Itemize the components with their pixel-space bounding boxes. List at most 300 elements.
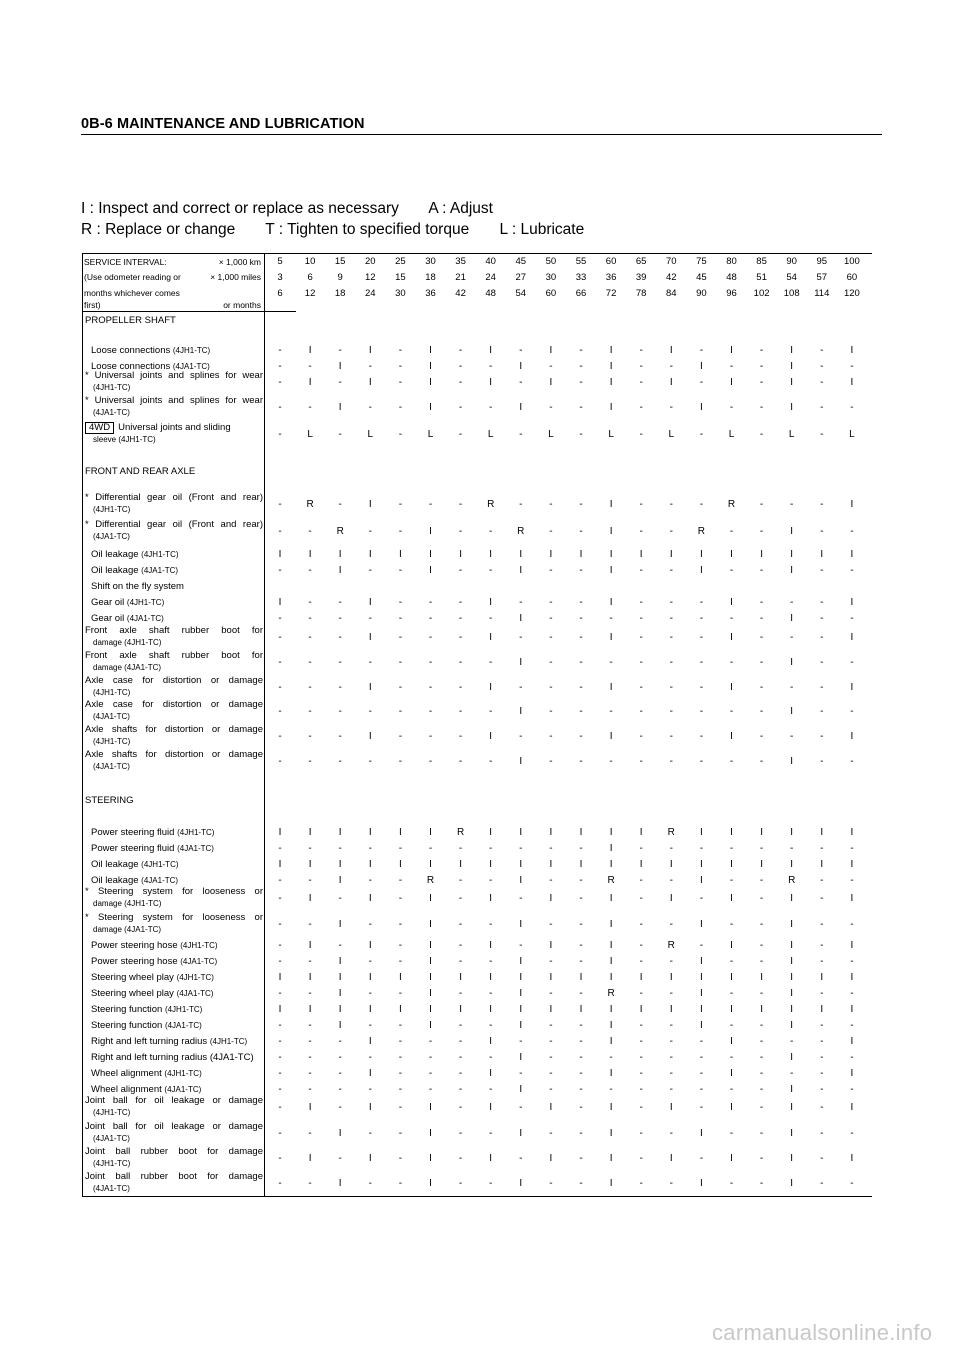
table-cell: I (489, 940, 493, 951)
odometer-label: (Use odometer reading or (84, 272, 181, 282)
table-cell: - (489, 1178, 493, 1189)
item-label (85, 988, 263, 1000)
table-cell: - (639, 731, 643, 742)
table-cell: - (579, 526, 583, 537)
table-cell: I (790, 956, 794, 967)
table-cell: - (519, 940, 523, 951)
table-cell: - (308, 875, 312, 886)
table-cell: - (639, 1084, 643, 1095)
table-row-values (265, 402, 872, 414)
table-cell: I (609, 632, 613, 643)
item-label (85, 345, 263, 357)
section-title: STEERING (85, 795, 134, 806)
table-cell: - (790, 597, 794, 608)
table-cell: I (820, 1004, 824, 1015)
table-cell: - (549, 1052, 553, 1063)
table-cell: I (850, 1153, 854, 1164)
table-cell: - (458, 565, 463, 576)
table-cell: - (759, 1036, 764, 1047)
item-label (85, 597, 263, 609)
item-label-sub: (4JA1-TC) (93, 1183, 130, 1193)
table-cell: - (308, 919, 312, 930)
table-cell: I (429, 1128, 432, 1139)
table-cell: - (308, 632, 312, 643)
item-label-main: Joint ball for oil leakage or damage (85, 1121, 263, 1132)
table-cell: - (549, 499, 553, 510)
table-cell: I (609, 731, 613, 742)
table-cell: - (759, 919, 764, 930)
header-cell-km: 65 (635, 256, 647, 267)
table-cell: I (519, 565, 523, 576)
table-cell: - (278, 731, 282, 742)
table-cell: - (489, 1128, 493, 1139)
table-cell: - (820, 1102, 824, 1113)
table-cell: I (609, 361, 613, 372)
table-cell: I (609, 499, 613, 510)
table-cell: I (519, 1020, 523, 1031)
table-cell: - (278, 361, 282, 372)
legend-line-1 (81, 198, 610, 219)
table-cell: I (278, 859, 282, 870)
table-cell: - (609, 613, 613, 624)
table-cell: I (429, 919, 432, 930)
table-cell: - (759, 345, 764, 356)
table-cell: - (338, 657, 342, 668)
table-cell: - (458, 893, 463, 904)
table-cell: - (278, 875, 282, 886)
item-label-text: Wheel alignment (91, 1068, 162, 1079)
table-cell: - (519, 429, 523, 440)
table-cell: - (579, 657, 583, 668)
table-cell: I (368, 345, 372, 356)
table-cell: - (639, 632, 643, 643)
table-cell: - (368, 361, 372, 372)
table-row-values (265, 597, 872, 609)
table-cell: I (790, 919, 794, 930)
table-cell: - (699, 613, 704, 624)
table-cell: I (790, 859, 794, 870)
item-label-main: * Universal joints and splines for wear (85, 370, 263, 381)
table-cell: I (549, 940, 553, 951)
item-label-sub: damage (4JA1-TC) (93, 662, 162, 672)
table-cell: I (489, 1153, 493, 1164)
table-cell: - (308, 657, 312, 668)
table-cell: - (669, 657, 673, 668)
table-cell: - (820, 526, 824, 537)
table-cell: I (338, 972, 342, 983)
table-cell: I (730, 972, 733, 983)
table-cell: - (549, 565, 553, 576)
table-cell: I (368, 597, 372, 608)
table-row-values (265, 682, 872, 694)
table-cell: I (639, 859, 643, 870)
table-cell: - (639, 1153, 643, 1164)
table-cell: I (850, 682, 854, 693)
table-cell: - (549, 526, 553, 537)
watermark: carmanualsonline.info (712, 1320, 933, 1345)
table-cell: - (729, 526, 734, 537)
table-row-values (265, 827, 872, 839)
item-label-sub: sleeve (4JH1-TC) (93, 435, 156, 444)
table-cell: I (700, 859, 703, 870)
table-cell: I (669, 1004, 673, 1015)
header-cell-months: 114 (814, 288, 830, 299)
table-cell: I (609, 597, 613, 608)
table-cell: - (489, 988, 493, 999)
table-cell: I (609, 402, 613, 413)
item-label (85, 1052, 263, 1064)
table-row-values (265, 526, 872, 538)
table-cell: - (609, 706, 613, 717)
table-cell: I (790, 345, 794, 356)
table-cell: - (519, 597, 523, 608)
table-cell: - (699, 940, 704, 951)
table-cell: - (428, 682, 433, 693)
table-cell: - (278, 988, 282, 999)
table-cell: - (759, 706, 764, 717)
table-cell: R (607, 875, 615, 886)
table-cell: - (489, 361, 493, 372)
table-cell: L (788, 429, 795, 440)
header-cell-miles: 24 (485, 272, 496, 283)
table-cell: I (489, 377, 493, 388)
table-cell: - (729, 657, 734, 668)
table-cell: I (308, 1153, 312, 1164)
table-cell: - (729, 613, 734, 624)
table-cell: - (458, 1020, 463, 1031)
table-cell: - (489, 706, 493, 717)
table-cell: - (458, 1102, 463, 1113)
table-cell: - (820, 956, 824, 967)
table-row-values (265, 565, 872, 577)
table-cell: I (820, 859, 824, 870)
table-cell: - (398, 988, 403, 999)
legend-line-2 (81, 219, 610, 240)
header-rule (81, 134, 882, 135)
header-cell-miles: 6 (307, 272, 313, 283)
table-cell: - (759, 1153, 764, 1164)
maintenance-schedule-table (82, 253, 872, 1197)
table-cell: I (459, 1004, 462, 1015)
table-cell: I (850, 893, 854, 904)
table-cell: - (549, 956, 553, 967)
table-cell: I (669, 1102, 673, 1113)
table-cell: I (609, 972, 613, 983)
table-cell: - (850, 1178, 854, 1189)
table-cell: I (308, 859, 312, 870)
item-label (85, 886, 263, 909)
item-label-sub: (4JA1-TC) (141, 876, 179, 885)
table-cell: - (759, 940, 764, 951)
table-cell: - (579, 988, 583, 999)
header-cell-months: 18 (334, 288, 346, 299)
table-cell: - (398, 706, 403, 717)
table-cell: - (669, 565, 673, 576)
table-cell: I (459, 549, 462, 560)
table-cell: - (759, 1068, 764, 1079)
table-cell: - (669, 1178, 673, 1189)
table-cell: - (338, 1036, 342, 1047)
table-cell: - (338, 499, 342, 510)
table-cell: - (850, 657, 854, 668)
table-cell: I (459, 972, 462, 983)
header-cell-km: 35 (455, 256, 466, 267)
table-cell: I (850, 859, 854, 870)
header-cell-km: 90 (786, 256, 797, 267)
table-cell: - (790, 1036, 794, 1047)
table-cell: - (669, 988, 673, 999)
header-cell-months: 24 (365, 288, 376, 299)
table-cell: - (519, 345, 523, 356)
table-header-rule (82, 311, 264, 312)
table-row-values (265, 499, 872, 511)
table-cell: I (368, 1153, 372, 1164)
table-cell: I (519, 827, 523, 838)
table-cell: - (278, 956, 282, 967)
table-cell: I (609, 682, 613, 693)
item-label-sub: (4JA1-TC) (93, 407, 130, 417)
table-cell: - (428, 843, 433, 854)
table-cell: I (730, 682, 733, 693)
table-cell: - (609, 756, 613, 767)
table-cell: - (519, 377, 523, 388)
table-cell: - (338, 1084, 342, 1095)
table-cell: - (428, 756, 433, 767)
table-cell: I (338, 1128, 342, 1139)
table-cell: - (308, 1128, 312, 1139)
item-label-text: Power steering fluid (91, 843, 175, 854)
table-cell: - (699, 843, 704, 854)
table-cell: I (519, 875, 523, 886)
table-cell: - (820, 919, 824, 930)
table-cell: - (579, 893, 583, 904)
table-row-values (265, 706, 872, 718)
table-cell: - (519, 632, 523, 643)
table-cell: - (850, 756, 854, 767)
table-cell: I (519, 1178, 523, 1189)
table-cell: I (399, 1004, 402, 1015)
table-cell: I (730, 1153, 733, 1164)
table-cell: - (850, 526, 854, 537)
table-cell: - (398, 1178, 403, 1189)
table-cell: I (368, 499, 372, 510)
table-cell: I (609, 956, 613, 967)
header-cell-miles: 21 (455, 272, 466, 283)
header-cell-miles: 30 (545, 272, 557, 283)
table-cell: I (730, 827, 733, 838)
table-cell: - (428, 597, 433, 608)
table-cell: - (669, 919, 673, 930)
table-cell: - (639, 1128, 643, 1139)
table-cell: - (729, 875, 734, 886)
table-cell: - (759, 875, 764, 886)
header-cell-miles: 39 (635, 272, 647, 283)
table-cell: - (458, 988, 463, 999)
table-cell: I (308, 1004, 312, 1015)
table-cell: - (609, 1052, 613, 1063)
table-cell: - (278, 613, 282, 624)
table-cell: - (458, 919, 463, 930)
table-cell: - (820, 657, 824, 668)
table-cell: - (458, 1153, 463, 1164)
table-cell: - (790, 499, 794, 510)
table-cell: L (668, 429, 675, 440)
table-cell: - (639, 940, 643, 951)
table-cell: L (307, 429, 313, 440)
table-cell: - (549, 613, 553, 624)
table-cell: - (338, 893, 342, 904)
table-cell: - (458, 1084, 463, 1095)
table-cell: I (760, 859, 763, 870)
table-cell: - (549, 706, 553, 717)
table-border-top (82, 253, 872, 254)
table-cell: - (639, 1178, 643, 1189)
table-row-values (265, 1153, 872, 1165)
table-cell: - (278, 402, 282, 413)
table-cell: I (429, 1102, 432, 1113)
table-cell: - (759, 1052, 764, 1063)
table-cell: I (790, 1128, 794, 1139)
table-cell: I (549, 377, 553, 388)
item-label (85, 395, 263, 418)
table-row-values (265, 1036, 872, 1048)
table-cell: L (849, 429, 855, 440)
table-cell: I (549, 549, 553, 560)
table-cell: I (579, 549, 583, 560)
header-cell-km: 55 (575, 256, 587, 267)
table-cell: R (487, 499, 495, 510)
table-cell: - (308, 1036, 312, 1047)
table-cell: - (850, 1128, 854, 1139)
table-cell: - (368, 1052, 372, 1063)
table-cell: - (368, 1020, 372, 1031)
table-cell: L (427, 429, 434, 440)
unit-miles-label: × 1,000 miles (210, 272, 261, 282)
table-cell: I (850, 345, 854, 356)
table-cell: - (278, 1084, 282, 1095)
item-label-sub: (4JA1-TC) (93, 531, 130, 541)
item-label (85, 549, 263, 561)
table-cell: - (278, 657, 282, 668)
table-cell: I (368, 1036, 372, 1047)
table-cell: - (489, 919, 493, 930)
table-cell: - (338, 940, 342, 951)
item-label-sub: (4JA1-TC) (93, 1133, 130, 1143)
table-cell: - (820, 402, 824, 413)
table-cell: I (700, 956, 703, 967)
table-cell: - (278, 843, 282, 854)
table-cell: - (729, 565, 734, 576)
table-cell: - (579, 731, 583, 742)
table-cell: - (639, 377, 643, 388)
table-cell: - (759, 682, 764, 693)
table-row-values (265, 1128, 872, 1140)
table-cell: - (398, 1084, 403, 1095)
item-label-sub: (4JA1-TC) (141, 566, 179, 575)
table-cell: I (790, 1153, 794, 1164)
table-cell: I (850, 1004, 854, 1015)
header-cell-km: 85 (756, 256, 767, 267)
item-label-sub: damage (4JH1-TC) (93, 637, 162, 647)
header-cell-km: 5 (277, 256, 283, 267)
table-cell: - (368, 657, 372, 668)
table-cell: - (669, 632, 673, 643)
table-cell: I (278, 827, 282, 838)
item-label-main: Joint ball rubber boot for damage (85, 1171, 263, 1182)
table-cell: - (308, 565, 312, 576)
table-cell: I (790, 827, 794, 838)
table-cell: I (790, 756, 794, 767)
table-cell: - (820, 565, 824, 576)
header-cell-km: 45 (515, 256, 527, 267)
table-cell: - (820, 597, 824, 608)
item-label (85, 1068, 263, 1080)
table-cell: - (850, 613, 854, 624)
table-cell: - (428, 706, 433, 717)
table-cell: - (398, 632, 403, 643)
table-cell: I (700, 361, 703, 372)
table-cell: - (278, 565, 282, 576)
table-cell: I (609, 893, 613, 904)
header-cell-miles: 12 (365, 272, 376, 283)
table-cell: I (399, 972, 402, 983)
table-cell: I (579, 859, 583, 870)
table-cell: - (790, 1068, 794, 1079)
table-cell: - (820, 756, 824, 767)
table-cell: - (820, 1128, 824, 1139)
table-cell: I (700, 1020, 703, 1031)
table-cell: - (820, 843, 824, 854)
table-cell: - (458, 377, 463, 388)
table-row-values (265, 1068, 872, 1080)
table-cell: - (338, 1052, 342, 1063)
table-cell: - (338, 682, 342, 693)
table-cell: I (700, 1178, 703, 1189)
table-cell: I (429, 988, 432, 999)
table-cell: I (760, 549, 763, 560)
header-cell-miles: 36 (605, 272, 617, 283)
table-cell: I (429, 345, 432, 356)
item-label-sub: damage (4JH1-TC) (93, 898, 162, 908)
table-cell: I (609, 345, 613, 356)
table-cell: - (549, 682, 553, 693)
item-label-text: Universal joints and sliding (118, 422, 231, 433)
table-cell: - (820, 613, 824, 624)
table-cell: - (669, 1068, 673, 1079)
table-cell: - (729, 843, 734, 854)
table-cell: I (368, 1068, 372, 1079)
table-cell: I (429, 859, 432, 870)
table-cell: I (850, 1068, 854, 1079)
header-cell-months: 12 (304, 288, 316, 299)
table-cell: - (398, 940, 403, 951)
table-cell: - (639, 682, 643, 693)
table-cell: I (730, 632, 733, 643)
table-cell: I (669, 1153, 673, 1164)
table-cell: - (699, 893, 704, 904)
table-row-values (265, 1102, 872, 1114)
table-cell: - (549, 731, 553, 742)
table-cell: - (579, 940, 583, 951)
table-row-values (265, 731, 872, 743)
table-cell: I (730, 731, 733, 742)
table-cell: - (278, 526, 282, 537)
table-cell: - (639, 706, 643, 717)
first-label: first) (84, 300, 101, 310)
page-title: 0B-6 MAINTENANCE AND LUBRICATION (81, 116, 365, 132)
item-label-sub: (4JH1-TC) (164, 1069, 202, 1078)
table-cell: I (429, 1153, 432, 1164)
